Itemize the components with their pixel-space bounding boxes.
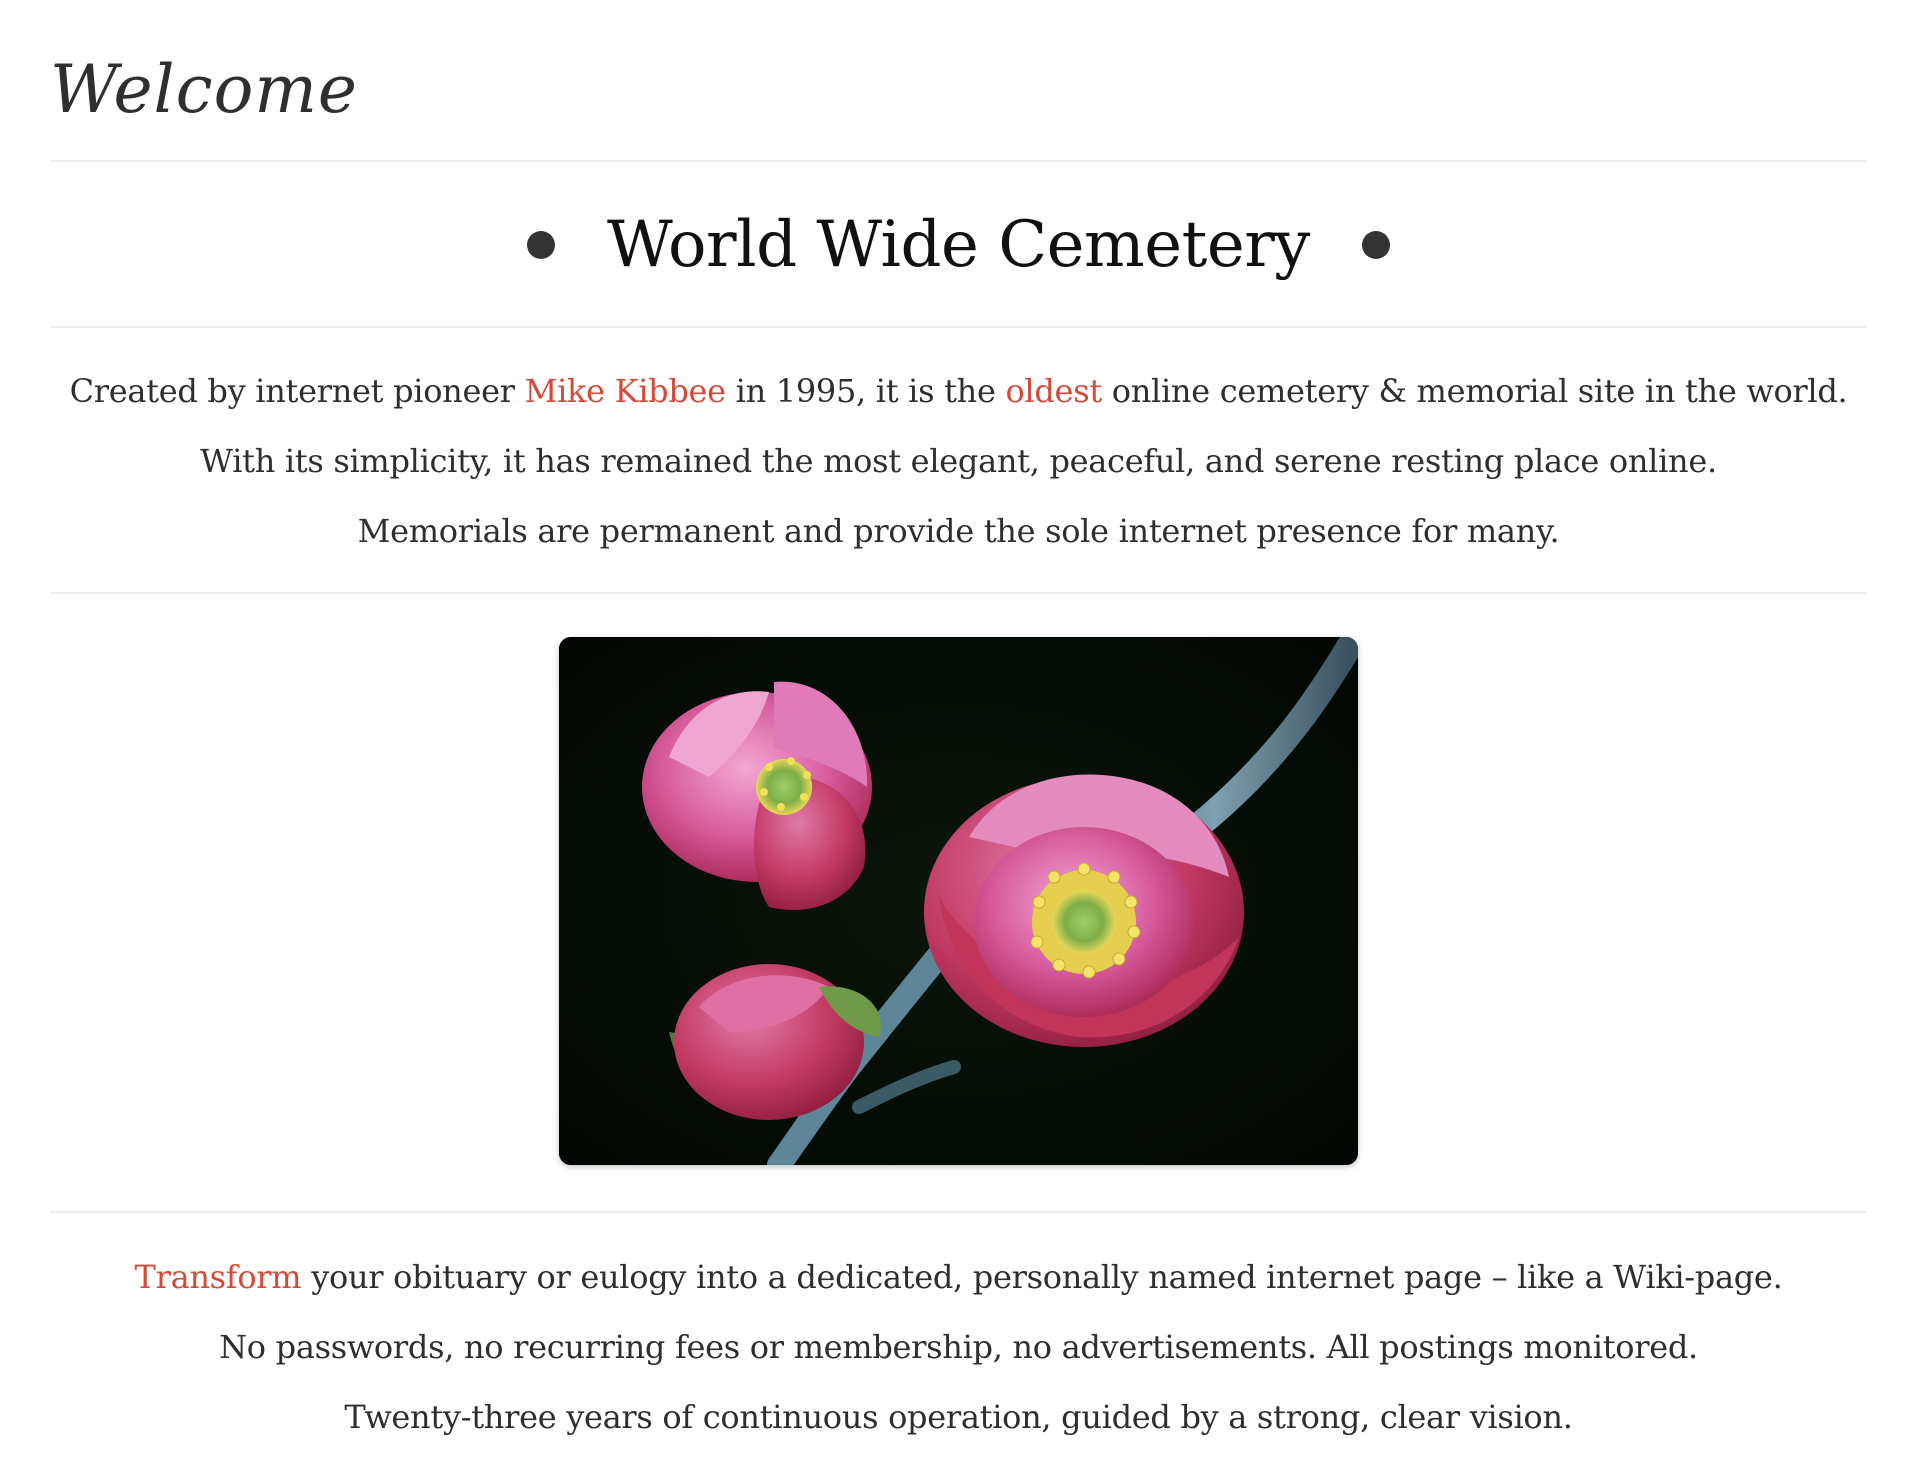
features-line-1	[50, 1242, 1867, 1312]
site-title: World Wide Cemetery	[607, 208, 1310, 282]
intro-line-3: Memorials are permanent and provide the sole internet presence for many.	[357, 512, 1560, 550]
transform-link[interactable]: Transform	[134, 1258, 302, 1296]
divider	[50, 326, 1867, 328]
intro-line-1	[50, 356, 1867, 426]
features-line-2: No passwords, no recurring fees or membership, no advertisements. All postings monitored.	[219, 1328, 1698, 1366]
divider	[50, 592, 1867, 594]
oldest-link[interactable]: oldest	[1005, 372, 1102, 410]
page-heading: Welcome	[50, 51, 358, 128]
bullet-dot-icon	[527, 231, 555, 259]
intro-line-2: With its simplicity, it has remained the most elegant, peaceful, and serene resting place online.	[200, 442, 1717, 480]
intro-text: in 1995, it is the	[725, 372, 1006, 410]
mike-kibbee-link[interactable]: Mike Kibbee	[524, 372, 726, 410]
features-section	[50, 1242, 1867, 1452]
intro-section	[50, 356, 1867, 566]
intro-text: Created by internet pioneer	[69, 372, 525, 410]
features-text: your obituary or eulogy into a dedicated, personally named internet page – like a Wiki-page.	[301, 1258, 1783, 1296]
divider	[50, 1211, 1867, 1213]
bullet-dot-icon	[1362, 231, 1390, 259]
features-line-3: Twenty-three years of continuous operation, guided by a strong, clear vision.	[344, 1398, 1573, 1436]
pink-quince-blossoms-image	[559, 637, 1358, 1165]
site-title-row	[50, 200, 1867, 290]
flower-photo	[559, 637, 1358, 1165]
intro-text: online cemetery & memorial site in the world.	[1101, 372, 1848, 410]
divider	[50, 160, 1867, 162]
